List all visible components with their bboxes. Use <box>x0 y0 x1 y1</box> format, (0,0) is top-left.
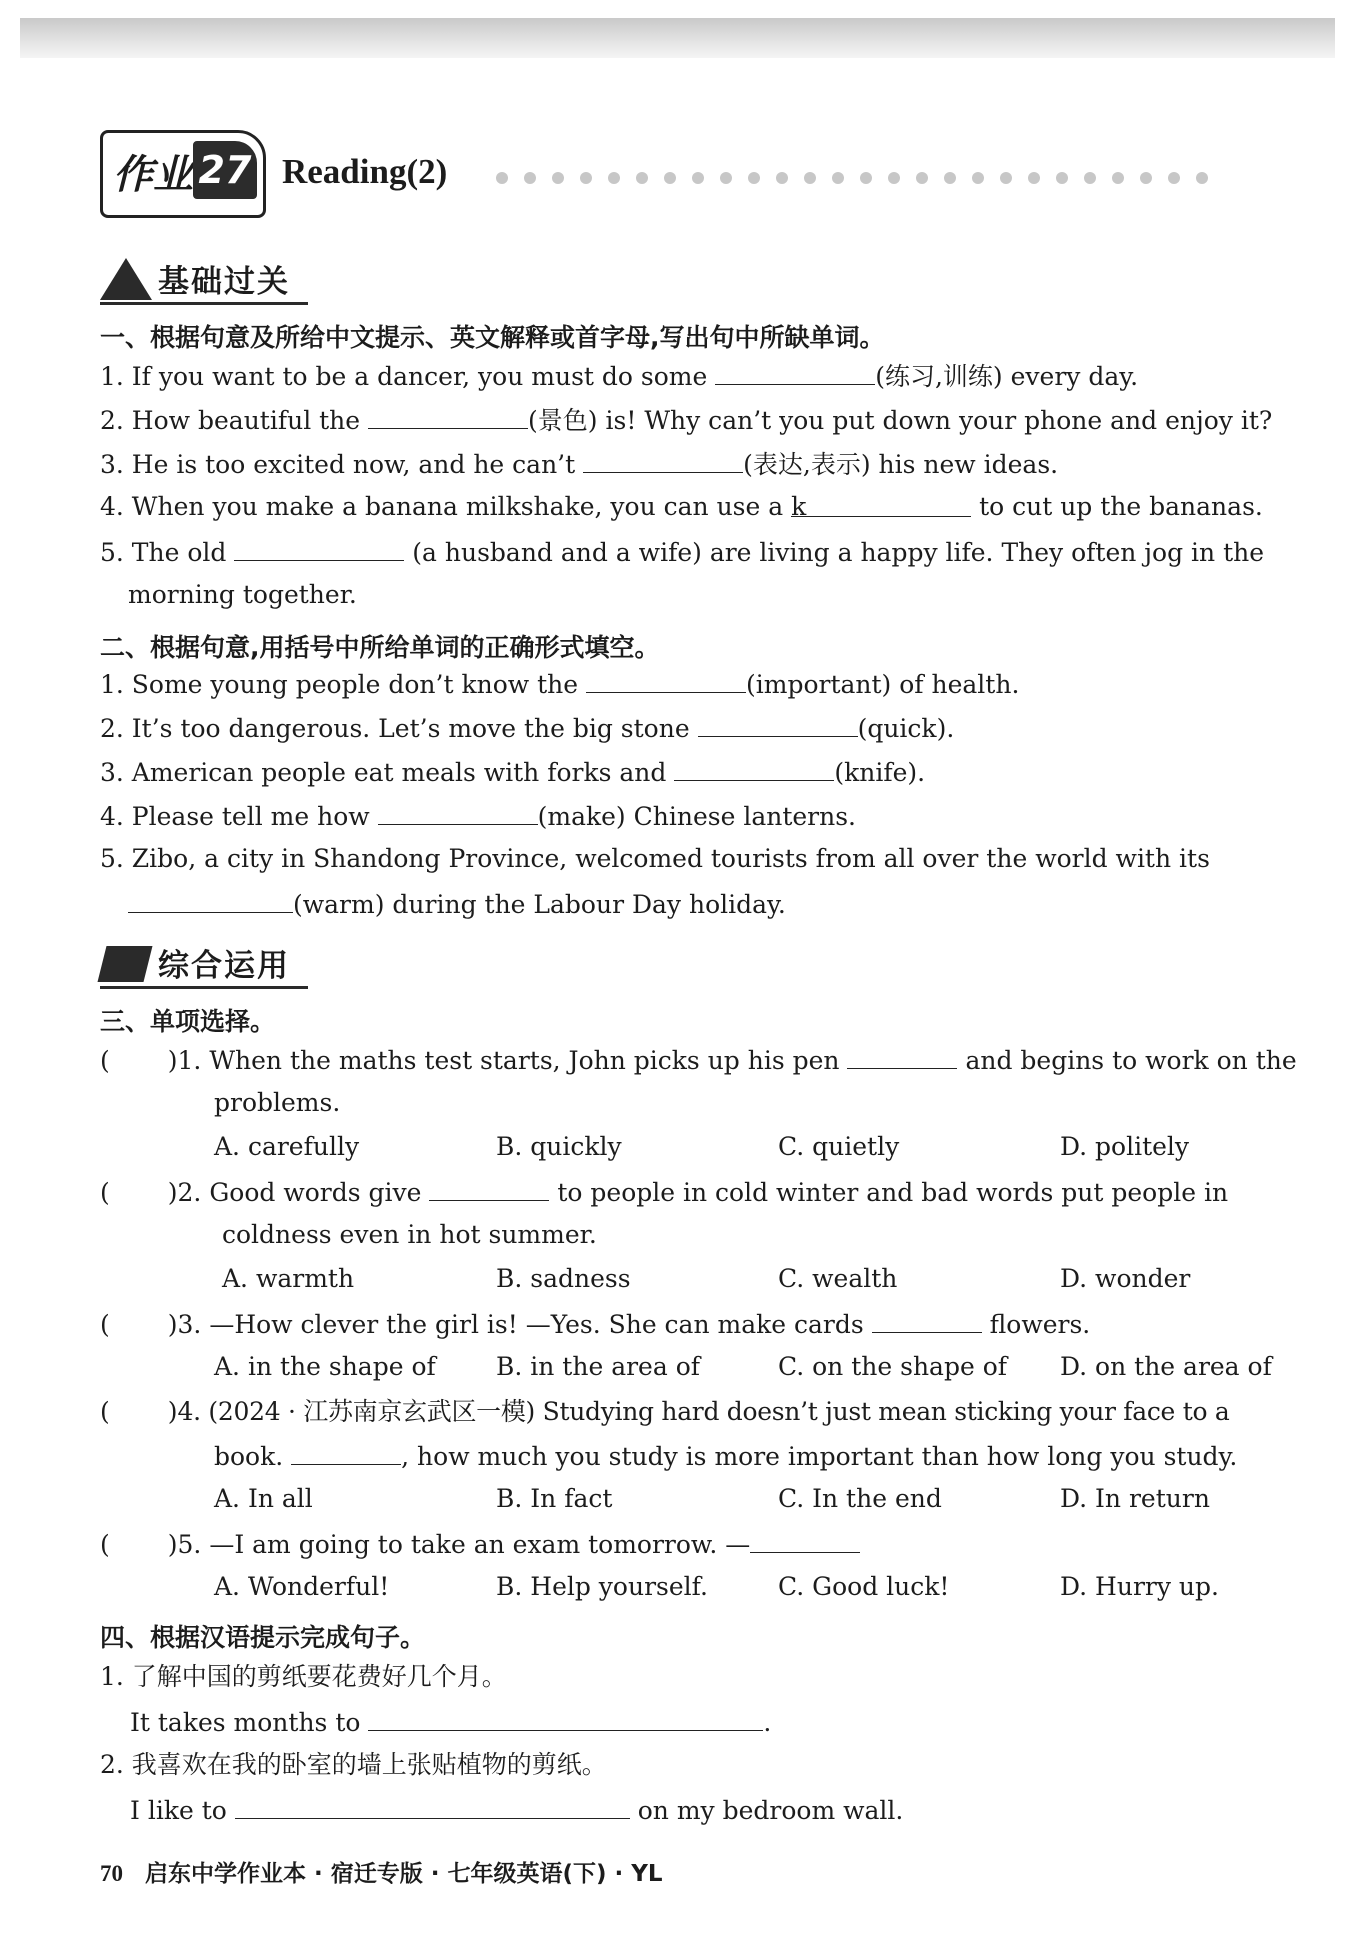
answer-blank[interactable] <box>715 360 875 385</box>
answer-paren-open: ( <box>100 1530 110 1559</box>
answer-blank[interactable] <box>750 1528 860 1553</box>
p2-q3 <box>100 756 925 788</box>
answer-paren-close: ) <box>167 1310 178 1339</box>
assignment-header <box>100 130 1330 218</box>
p3-q5-opt-c[interactable]: C. Good luck! <box>778 1572 950 1601</box>
badge-text: 作业 <box>113 152 193 198</box>
p3-q3 <box>100 1308 1090 1340</box>
page-number: 70 <box>100 1861 123 1886</box>
p2-q5-cont <box>128 888 786 920</box>
answer-slot[interactable] <box>110 1177 168 1201</box>
assignment-badge <box>100 130 266 218</box>
p1-q4 <box>100 492 1263 522</box>
p3-q1 <box>100 1044 1297 1076</box>
p3-q2-opt-b[interactable]: B. sadness <box>496 1264 631 1293</box>
section-title: 综合运用 <box>158 948 290 984</box>
answer-blank[interactable] <box>698 712 858 737</box>
p3-q1-tail: and begins to work on the <box>965 1046 1297 1075</box>
period: . <box>763 1708 772 1737</box>
p3-q1-text: 1. When the maths test starts, John picks up his pen <box>177 1046 840 1075</box>
lesson-title: Reading(2) <box>282 152 448 191</box>
book-title: 启东中学作业本 · 宿迁专版 · 七年级英语(下) · YL <box>145 1861 663 1887</box>
section-heading-basic <box>100 252 320 306</box>
p2-q4-text: 4. Please tell me how <box>100 802 370 831</box>
p1-q3-text: 3. He is too excited now, and he can’t <box>100 450 576 479</box>
p4-q2-text: I like to <box>130 1796 227 1825</box>
answer-blank[interactable] <box>291 1440 401 1465</box>
answer-blank[interactable] <box>368 1706 763 1731</box>
p3-q4 <box>100 1396 1229 1427</box>
p3-q4-opt-d[interactable]: D. In return <box>1060 1484 1210 1513</box>
p2-q1-hint: (important) of health. <box>745 670 1020 699</box>
p4-q1-text: It takes months to <box>130 1708 361 1737</box>
p3-q5-opt-b[interactable]: B. Help yourself. <box>496 1572 708 1601</box>
p3-q5-opt-d[interactable]: D. Hurry up. <box>1060 1572 1219 1601</box>
answer-paren-open: ( <box>100 1046 110 1075</box>
p2-q1 <box>100 668 1019 700</box>
p3-q4-opt-a[interactable]: A. In all <box>214 1484 313 1513</box>
part3-instruction: 三、单项选择。 <box>100 1007 276 1036</box>
p2-q4 <box>100 800 856 832</box>
p3-q4-tail: , how much you study is more important than how long you study. <box>401 1442 1238 1471</box>
p2-q1-text: 1. Some young people don’t know the <box>100 670 579 699</box>
p3-q1-opt-c[interactable]: C. quietly <box>778 1132 900 1161</box>
answer-blank[interactable] <box>872 1308 982 1333</box>
p3-q4-opt-b[interactable]: B. In fact <box>496 1484 613 1513</box>
p1-q5-hint: (a husband and a wife) are living a happy life. They often jog in the <box>412 538 1265 567</box>
p3-q1-opt-d[interactable]: D. politely <box>1060 1132 1190 1161</box>
p4-q1-chinese: 1. 了解中国的剪纸要花费好几个月。 <box>100 1662 507 1691</box>
answer-slot[interactable] <box>110 1309 168 1333</box>
p3-q3-text: 3. —How clever the girl is! —Yes. She can make cards <box>177 1310 864 1339</box>
answer-paren-close: ) <box>167 1178 178 1207</box>
p2-q2 <box>100 712 954 744</box>
answer-slot[interactable] <box>110 1045 168 1069</box>
p1-q4-text: 4. When you make a banana milkshake, you can use a <box>100 492 784 521</box>
p3-q2-opt-c[interactable]: C. wealth <box>778 1264 898 1293</box>
p3-q3-opt-a[interactable]: A. in the shape of <box>214 1352 436 1381</box>
answer-paren-close: ) <box>167 1046 178 1075</box>
p3-q3-opt-d[interactable]: D. on the area of <box>1060 1352 1272 1381</box>
p3-q5-text: 5. —I am going to take an exam tomorrow. — <box>177 1530 751 1559</box>
p3-q4-cont <box>214 1440 1237 1472</box>
answer-paren-open: ( <box>100 1178 110 1207</box>
initial-letter: k <box>791 492 807 521</box>
p3-q4-text: 4. (2024 · 江苏南京玄武区一模) Studying hard doesn’t just mean sticking your face to a <box>177 1397 1230 1426</box>
answer-slot[interactable] <box>110 1529 168 1553</box>
p3-q2-text: 2. Good words give <box>177 1178 422 1207</box>
section-heading-comprehensive <box>100 936 320 990</box>
p1-q2 <box>100 404 1272 436</box>
p3-q5 <box>100 1528 860 1560</box>
mountain-icon <box>100 258 152 300</box>
p3-q2-cont: coldness even in hot summer. <box>222 1220 597 1249</box>
answer-blank[interactable] <box>586 668 746 693</box>
answer-blank[interactable] <box>235 1794 630 1819</box>
answer-slot[interactable] <box>110 1396 168 1420</box>
scan-top-band <box>20 18 1335 58</box>
p3-q1-opt-b[interactable]: B. quickly <box>496 1132 622 1161</box>
p1-q2-hint: (景色) is! Why can’t you put down your phone and enjoy it? <box>528 406 1273 435</box>
p1-q5 <box>100 536 1264 568</box>
answer-paren-close: ) <box>167 1530 178 1559</box>
answer-blank[interactable] <box>128 888 293 913</box>
badge-number: 27 <box>193 141 257 199</box>
p2-q4-hint: (make) Chinese lanterns. <box>537 802 856 831</box>
p3-q3-opt-b[interactable]: B. in the area of <box>496 1352 701 1381</box>
p4-q2-chinese: 2. 我喜欢在我的卧室的墙上张贴植物的剪纸。 <box>100 1750 607 1779</box>
p3-q2 <box>100 1176 1228 1208</box>
p3-q3-tail: flowers. <box>989 1310 1091 1339</box>
section-title: 基础过关 <box>158 264 290 300</box>
p1-q4-tail: to cut up the bananas. <box>979 492 1263 521</box>
part1-instruction: 一、根据句意及所给中文提示、英文解释或首字母,写出句中所缺单词。 <box>100 323 885 352</box>
book-icon <box>98 946 153 982</box>
p2-q5-hint: (warm) during the Labour Day holiday. <box>293 890 786 919</box>
p1-q5-text: 5. The old <box>100 538 227 567</box>
answer-paren-open: ( <box>100 1397 110 1426</box>
answer-blank[interactable] <box>234 536 404 561</box>
p1-q1 <box>100 360 1138 392</box>
p3-q4-word: book. <box>214 1442 284 1471</box>
answer-blank[interactable] <box>378 800 538 825</box>
answer-blank[interactable] <box>674 756 834 781</box>
p4-q2-tail: on my bedroom wall. <box>637 1796 904 1825</box>
p3-q5-opt-a[interactable]: A. Wonderful! <box>214 1572 390 1601</box>
p1-q5-cont: morning together. <box>128 580 357 609</box>
answer-paren-close: ) <box>167 1397 178 1426</box>
answer-blank[interactable] <box>583 448 743 473</box>
p1-q1-text: 1. If you want to be a dancer, you must do some <box>100 362 708 391</box>
part4-instruction: 四、根据汉语提示完成句子。 <box>100 1623 426 1652</box>
p3-q2-opt-a[interactable]: A. warmth <box>222 1264 355 1293</box>
p3-q1-opt-a[interactable]: A. carefully <box>214 1132 360 1161</box>
p4-q1 <box>130 1706 771 1738</box>
answer-blank[interactable] <box>847 1044 957 1069</box>
answer-blank[interactable] <box>791 492 971 521</box>
answer-blank[interactable] <box>368 404 528 429</box>
p1-q3 <box>100 448 1058 480</box>
p2-q2-text: 2. It’s too dangerous. Let’s move the big stone <box>100 714 690 743</box>
p3-q4-opt-c[interactable]: C. In the end <box>778 1484 942 1513</box>
answer-blank[interactable] <box>429 1176 549 1201</box>
p1-q1-hint: (练习,训练) every day. <box>875 362 1139 391</box>
p2-q3-text: 3. American people eat meals with forks and <box>100 758 667 787</box>
p2-q2-hint: (quick). <box>857 714 955 743</box>
p3-q3-opt-c[interactable]: C. on the shape of <box>778 1352 1008 1381</box>
dotted-decoration <box>496 172 1208 184</box>
p3-q2-opt-d[interactable]: D. wonder <box>1060 1264 1191 1293</box>
part2-instruction: 二、根据句意,用括号中所给单词的正确形式填空。 <box>100 633 660 662</box>
p3-q2-tail: to people in cold winter and bad words put people in <box>557 1178 1229 1207</box>
p1-q3-hint: (表达,表示) his new ideas. <box>743 450 1059 479</box>
p2-q5: 5. Zibo, a city in Shandong Province, welcomed tourists from all over the world with its <box>100 844 1210 873</box>
page-footer <box>100 1855 663 1888</box>
p2-q3-hint: (knife). <box>834 758 926 787</box>
p4-q2 <box>130 1794 903 1826</box>
p1-q2-text: 2. How beautiful the <box>100 406 361 435</box>
p3-q1-cont: problems. <box>214 1088 341 1117</box>
answer-paren-open: ( <box>100 1310 110 1339</box>
